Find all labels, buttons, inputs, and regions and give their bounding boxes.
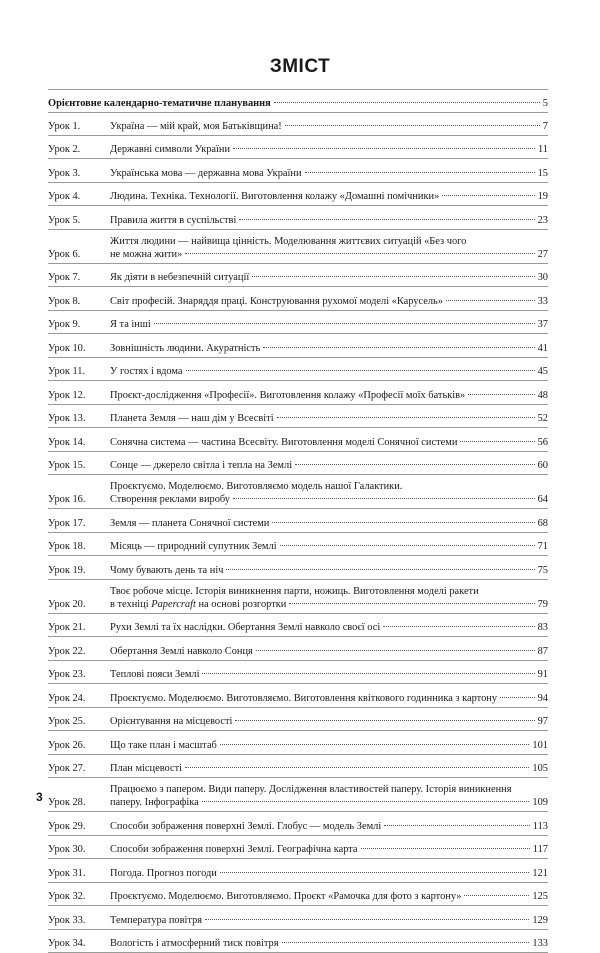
dot-leader (185, 767, 529, 768)
lesson-page: 30 (538, 271, 548, 284)
lesson-label: Урок 22. (48, 645, 104, 658)
lesson-page: 52 (538, 412, 548, 425)
toc-row (48, 637, 548, 661)
lesson-title: Державні символи України (110, 143, 230, 156)
lesson-label: Урок 20. (48, 598, 104, 611)
lesson-label: Урок 5. (48, 214, 104, 227)
dot-leader (500, 697, 535, 698)
lesson-page: 33 (538, 295, 548, 308)
dot-leader (220, 872, 530, 873)
lesson-title: Як діяти в небезпечній ситуації (110, 271, 249, 284)
toc-row (48, 183, 548, 207)
lesson-title: Погода. Прогноз погоди (110, 867, 217, 880)
lesson-page: 23 (538, 214, 548, 227)
lesson-title: Проєктуємо. Моделюємо. Виготовляємо модель нашої Галактики. (110, 481, 402, 492)
lesson-label: Урок 16. (48, 493, 104, 506)
lesson-page: 94 (538, 692, 548, 705)
lesson-title: Місяць — природний супутник Землі (110, 540, 277, 553)
lesson-label: Урок 25. (48, 715, 104, 728)
toc-row (48, 906, 548, 930)
toc-row (48, 661, 548, 685)
lesson-title: Українська мова — державна мова України (110, 167, 302, 180)
dot-leader (285, 125, 540, 126)
lesson-label: Урок 26. (48, 739, 104, 752)
lesson-label: Урок 8. (48, 295, 104, 308)
toc-row (48, 812, 548, 836)
lesson-page: 27 (538, 248, 548, 261)
toc-row (48, 287, 548, 311)
lesson-page: 11 (538, 143, 548, 156)
lesson-label: Урок 31. (48, 867, 104, 880)
toc-row (48, 230, 548, 264)
toc-row (48, 684, 548, 708)
lesson-title: Життя людини — найвища цінність. Моделювання життєвих ситуацій «Без чого (110, 236, 466, 247)
lesson-title: Способи зображення поверхні Землі. Географічна карта (110, 843, 358, 856)
lesson-page: 101 (532, 739, 548, 752)
dot-leader (154, 323, 535, 324)
italic-term: Papercraft (151, 599, 196, 610)
toc-row (48, 580, 548, 614)
toc-row (48, 778, 548, 812)
lesson-page: 64 (538, 493, 548, 506)
lesson-title: Планета Земля — наш дім у Всесвіті (110, 412, 274, 425)
lesson-title: Твоє робоче місце. Історія виникнення парти, ножиць. Виготовлення моделі ракети (110, 586, 479, 597)
lesson-title: не можна жити» (110, 248, 182, 261)
lesson-page: 7 (543, 120, 548, 133)
dot-leader (185, 253, 534, 254)
lesson-page: 109 (532, 796, 548, 809)
lesson-title: Вологість і атмосферний тиск повітря (110, 937, 279, 950)
lesson-title: Способи зображення поверхні Землі. Глобус — модель Землі (110, 820, 381, 833)
lesson-label: Урок 18. (48, 540, 104, 553)
lesson-label: Урок 2. (48, 143, 104, 156)
lesson-page: 15 (538, 167, 548, 180)
dot-leader (235, 720, 534, 721)
lesson-title: Зовнішність людини. Акуратність (110, 342, 260, 355)
lesson-title: Проєкт-дослідження «Професії». Виготовлення колажу «Професії моїх батьків» (110, 389, 465, 402)
toc-row (48, 159, 548, 183)
lesson-page: 79 (538, 598, 548, 611)
toc-row (48, 708, 548, 732)
toc-row (48, 755, 548, 779)
lesson-page: 56 (538, 436, 548, 449)
lesson-label: Урок 30. (48, 843, 104, 856)
lesson-label: Урок 33. (48, 914, 104, 927)
lesson-label: Урок 9. (48, 318, 104, 331)
lesson-label: Урок 34. (48, 937, 104, 950)
lesson-label: Урок 17. (48, 517, 104, 530)
lesson-page: 133 (532, 937, 548, 950)
lesson-title: Чому бувають день та ніч (110, 564, 223, 577)
lesson-label: Урок 27. (48, 762, 104, 775)
page-title: ЗМІСТ (0, 56, 600, 78)
lesson-label: Урок 4. (48, 190, 104, 203)
lesson-label: Урок 12. (48, 389, 104, 402)
lesson-page: 125 (532, 890, 548, 903)
dot-leader (256, 650, 535, 651)
dot-leader (383, 626, 534, 627)
toc-row (48, 533, 548, 557)
dot-leader (226, 569, 534, 570)
lesson-title: Проєктуємо. Моделюємо. Виготовляємо. Виготовлення квіткового годинника з картону (110, 692, 497, 705)
lesson-page: 71 (538, 540, 548, 553)
toc-row (48, 883, 548, 907)
dot-leader (280, 545, 535, 546)
lesson-title: Обертання Землі навколо Сонця (110, 645, 253, 658)
lesson-title: Світ професій. Знаряддя праці. Конструювання рухомої моделі «Карусель» (110, 295, 443, 308)
lesson-page: 19 (538, 190, 548, 203)
lesson-title: в техніці Papercraft на основі розгортки (110, 598, 286, 611)
lesson-page: 60 (538, 459, 548, 472)
dot-leader (468, 394, 534, 395)
dot-leader (295, 464, 535, 465)
toc-row (48, 358, 548, 382)
toc-row (48, 475, 548, 509)
lesson-page: 105 (532, 762, 548, 775)
lesson-page: 45 (538, 365, 548, 378)
lesson-title: План місцевості (110, 762, 182, 775)
dot-leader (233, 148, 535, 149)
dot-leader (252, 276, 534, 277)
lesson-page: 83 (538, 621, 548, 634)
lesson-label: Урок 6. (48, 248, 104, 261)
toc-row (48, 509, 548, 533)
dot-leader (205, 919, 529, 920)
lesson-label: Урок 3. (48, 167, 104, 180)
dot-leader (263, 347, 534, 348)
lesson-title: Земля — планета Сонячної системи (110, 517, 269, 530)
lesson-page: 87 (538, 645, 548, 658)
lesson-title: Рухи Землі та їх наслідки. Обертання Землі навколо своєї осі (110, 621, 380, 634)
lesson-title: Проєктуємо. Моделюємо. Виготовляємо. Проєкт «Рамочка для фото з картону» (110, 890, 461, 903)
dot-leader (186, 370, 535, 371)
lesson-label: Урок 32. (48, 890, 104, 903)
toc-row (48, 381, 548, 405)
lesson-label: Урок 21. (48, 621, 104, 634)
lesson-label: Урок 24. (48, 692, 104, 705)
lesson-label: Урок 14. (48, 436, 104, 449)
lesson-title: Україна — мій край, моя Батьківщина! (110, 120, 282, 133)
lesson-label: Урок 1. (48, 120, 104, 133)
lesson-label: Урок 28. (48, 796, 104, 809)
dot-leader (272, 522, 534, 523)
lesson-title: Що таке план і масштаб (110, 739, 217, 752)
lesson-title: паперу. Інфографіка (110, 796, 199, 809)
lesson-title: Орієнтування на місцевості (110, 715, 232, 728)
lesson-title: Правила життя в суспільстві (110, 214, 236, 227)
lesson-page: 97 (538, 715, 548, 728)
toc-row (48, 206, 548, 230)
toc-row (48, 264, 548, 288)
toc-row (48, 731, 548, 755)
lesson-page: 121 (532, 867, 548, 880)
dot-leader (305, 172, 535, 173)
toc-row (48, 836, 548, 860)
lesson-title: Людина. Техніка. Технології. Виготовлення колажу «Домашні помічники» (110, 190, 439, 203)
lesson-title: Працюємо з папером. Види паперу. Дослідження властивостей паперу. Історія виникнення (110, 784, 512, 795)
dot-leader (277, 417, 535, 418)
dot-leader (239, 219, 534, 220)
lesson-page: 68 (538, 517, 548, 530)
lesson-title: Я та інші (110, 318, 151, 331)
lesson-title: Теплові пояси Землі (110, 668, 199, 681)
toc-row (48, 405, 548, 429)
toc-row (48, 112, 548, 136)
lesson-title: Сонце — джерело світла і тепла на Землі (110, 459, 292, 472)
dot-leader (202, 801, 530, 802)
lesson-label: Урок 10. (48, 342, 104, 355)
lesson-label: Урок 19. (48, 564, 104, 577)
lesson-label: Урок 23. (48, 668, 104, 681)
lesson-title: Температура повітря (110, 914, 202, 927)
toc-row (48, 334, 548, 358)
lesson-page: 75 (538, 564, 548, 577)
dot-leader (282, 942, 530, 943)
intro-page: 5 (543, 97, 548, 110)
toc-row (48, 859, 548, 883)
intro-title: Орієнтовне календарно-тематичне планування (48, 97, 271, 110)
lesson-page: 41 (538, 342, 548, 355)
toc-row (48, 452, 548, 476)
dot-leader (446, 300, 535, 301)
toc-row (48, 136, 548, 160)
dot-leader (274, 102, 540, 103)
lesson-page: 129 (532, 914, 548, 927)
toc-row (48, 428, 548, 452)
lesson-page: 91 (538, 668, 548, 681)
dot-leader (289, 603, 534, 604)
dot-leader (442, 195, 534, 196)
lesson-label: Урок 15. (48, 459, 104, 472)
lesson-page: 37 (538, 318, 548, 331)
dot-leader (384, 825, 530, 826)
lesson-page: 117 (533, 843, 548, 856)
toc-row (48, 930, 548, 953)
lesson-label: Урок 29. (48, 820, 104, 833)
lesson-title: Сонячна система — частина Всесвіту. Виготовлення моделі Сонячної системи (110, 436, 457, 449)
lesson-page: 113 (533, 820, 548, 833)
toc-row (48, 311, 548, 335)
page-number: 3 (36, 790, 43, 804)
lesson-label: Урок 13. (48, 412, 104, 425)
dot-leader (464, 895, 529, 896)
dot-leader (220, 744, 530, 745)
lesson-title: У гостях і вдома (110, 365, 183, 378)
toc-row (48, 614, 548, 638)
toc-row (48, 556, 548, 580)
dot-leader (233, 498, 535, 499)
lesson-title: Створення реклами виробу (110, 493, 230, 506)
toc-row-intro (48, 89, 548, 113)
dot-leader (202, 673, 534, 674)
dot-leader (361, 848, 530, 849)
lesson-label: Урок 11. (48, 365, 104, 378)
dot-leader (460, 441, 534, 442)
lesson-page: 48 (538, 389, 548, 402)
lesson-label: Урок 7. (48, 271, 104, 284)
